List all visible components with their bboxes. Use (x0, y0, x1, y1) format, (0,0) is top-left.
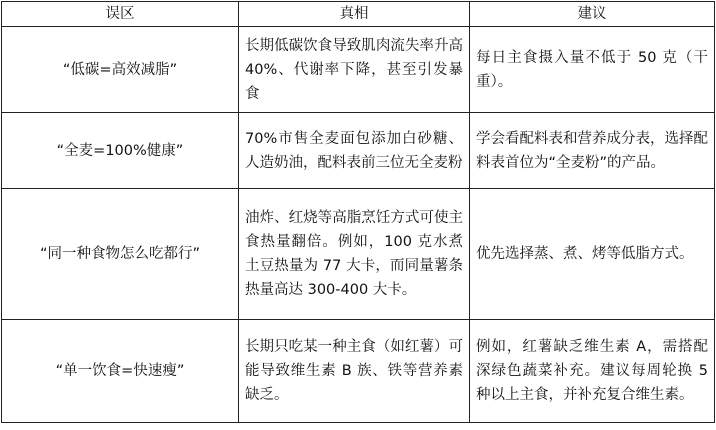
myth-truth-advice-table (1, 1, 715, 423)
myth-cell: “同一种食物怎么吃都行” (2, 189, 239, 320)
table-row (2, 113, 715, 189)
advice-cell: 学会看配料表和营养成分表，选择配料表首位为“全麦粉”的产品。 (470, 113, 715, 189)
table-row (2, 320, 715, 423)
myth-cell: “低碳=高效减脂” (2, 27, 239, 113)
advice-cell: 每日主食摄入量不低于 50 克（干重）。 (470, 27, 715, 113)
header-truth: 真相 (239, 2, 470, 27)
truth-cell: 长期只吃某一种主食（如红薯）可能导致维生素 B 族、铁等营养素缺乏。 (239, 320, 470, 423)
header-myth: 误区 (2, 2, 239, 27)
myth-cell: “全麦=100%健康” (2, 113, 239, 189)
truth-cell: 长期低碳饮食导致肌肉流失率升高 40%、代谢率下降，甚至引发暴食 (239, 27, 470, 113)
advice-cell: 例如，红薯缺乏维生素 A，需搭配深绿色蔬菜补充。建议每周轮换 5 种以上主食，并补充复合维生素。 (470, 320, 715, 423)
table-row (2, 189, 715, 320)
table-row (2, 27, 715, 113)
advice-cell: 优先选择蒸、煮、烤等低脂方式。 (470, 189, 715, 320)
truth-cell: 油炸、红烧等高脂烹饪方式可使主食热量翻倍。例如，100 克水煮土豆热量为 77 大卡，而同量薯条热量高达 300-400 大卡。 (239, 189, 470, 320)
header-advice: 建议 (470, 2, 715, 27)
header-row (2, 2, 715, 27)
truth-cell: 70%市售全麦面包添加白砂糖、人造奶油，配料表前三位无全麦粉 (239, 113, 470, 189)
myth-cell: “单一饮食=快速瘦” (2, 320, 239, 423)
